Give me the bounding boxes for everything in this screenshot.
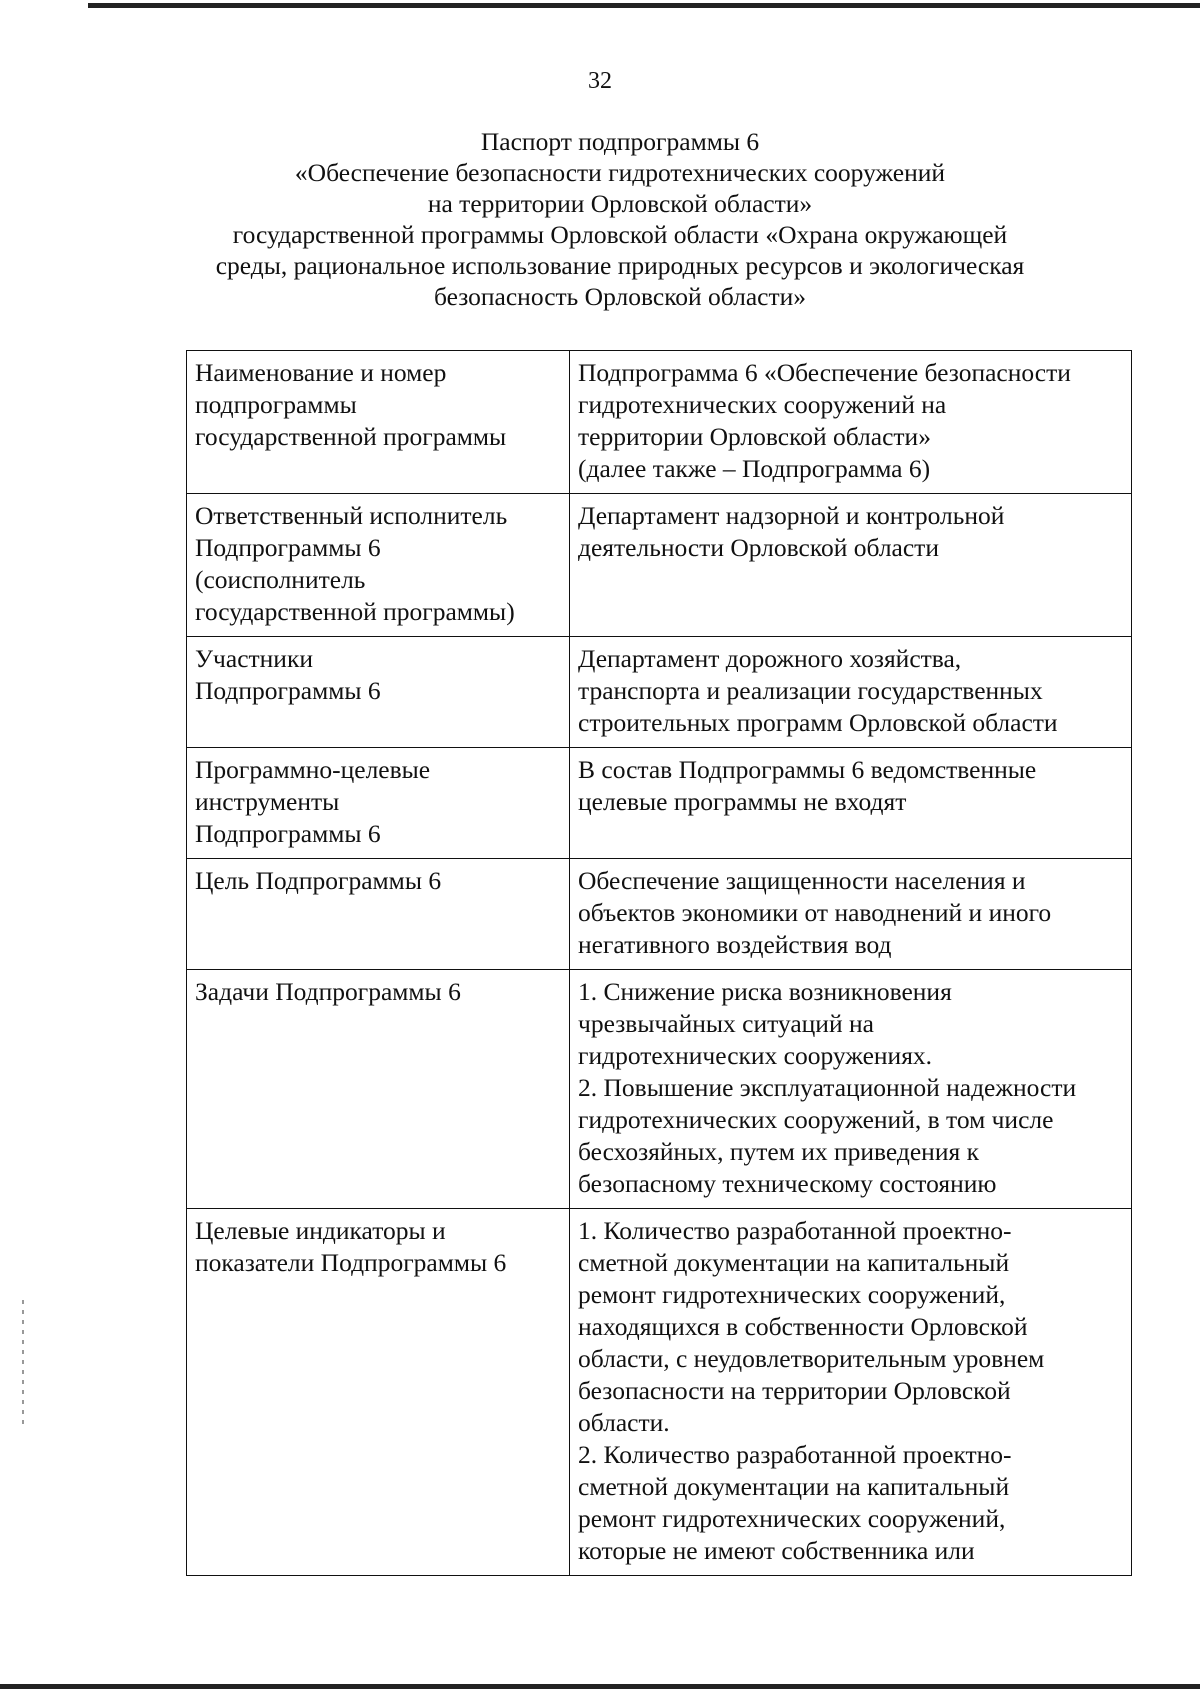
row-value: Департамент надзорной и контрольной деятельности Орловской области	[570, 494, 1132, 637]
scan-edge-top	[88, 3, 1200, 8]
row-label: Цель Подпрограммы 6	[187, 859, 570, 970]
table-row	[187, 859, 1132, 970]
row-value: 1. Снижение риска возникновения чрезвычайных ситуаций на гидротехнических сооружениях. 2. Повышение эксплуатационной надежности гидротехнических сооружений, в том числе бесхозяйных, путем их приведения к безопасному техническому состоянию	[570, 970, 1132, 1209]
table-row	[187, 970, 1132, 1209]
table-row	[187, 1209, 1132, 1576]
row-value: Подпрограмма 6 «Обеспечение безопасности гидротехнических сооружений на территории Орловской области» (далее также – Подпрограмма 6)	[570, 351, 1132, 494]
row-label: Участники Подпрограммы 6	[187, 637, 570, 748]
row-label: Ответственный исполнитель Подпрограммы 6 (соисполнитель государственной программы)	[187, 494, 570, 637]
row-label: Задачи Подпрограммы 6	[187, 970, 570, 1209]
row-label: Программно-целевые инструменты Подпрограммы 6	[187, 748, 570, 859]
row-value: 1. Количество разработанной проектно- сметной документации на капитальный ремонт гидротехнических сооружений, находящихся в собственности Орловской области, с неудовлетворительным уровнем безопасности на территории Орловской области. 2. Количество разработанной проектно- сметной документации на капитальный ремонт гидротехнических сооружений, которые не имеют собственника или	[570, 1209, 1132, 1576]
table-row	[187, 494, 1132, 637]
title-line: среды, рациональное использование природных ресурсов и экологическая	[215, 251, 1025, 280]
table-row	[187, 637, 1132, 748]
row-value: Обеспечение защищенности населения и объектов экономики от наводнений и иного негативного воздействия вод	[570, 859, 1132, 970]
scan-edge-bottom	[0, 1684, 1200, 1689]
passport-table	[186, 350, 1132, 1576]
title-line: Паспорт подпрограммы 6	[480, 127, 760, 156]
scan-artifact-left	[22, 1300, 24, 1430]
page-number: 32	[588, 68, 612, 94]
row-label: Целевые индикаторы и показатели Подпрограммы 6	[187, 1209, 570, 1576]
row-value: В состав Подпрограммы 6 ведомственные целевые программы не входят	[570, 748, 1132, 859]
row-value: Департамент дорожного хозяйства, транспорта и реализации государственных строительных программ Орловской области	[570, 637, 1132, 748]
title-line: государственной программы Орловской области «Охрана окружающей	[232, 220, 1008, 249]
table-row	[187, 351, 1132, 494]
title-line: безопасность Орловской области»	[433, 282, 807, 311]
table-row	[187, 748, 1132, 859]
title-line: «Обеспечение безопасности гидротехнических сооружений	[294, 158, 946, 187]
title-line: на территории Орловской области»	[427, 189, 813, 218]
document-title	[130, 126, 1110, 312]
row-label: Наименование и номер подпрограммы государственной программы	[187, 351, 570, 494]
